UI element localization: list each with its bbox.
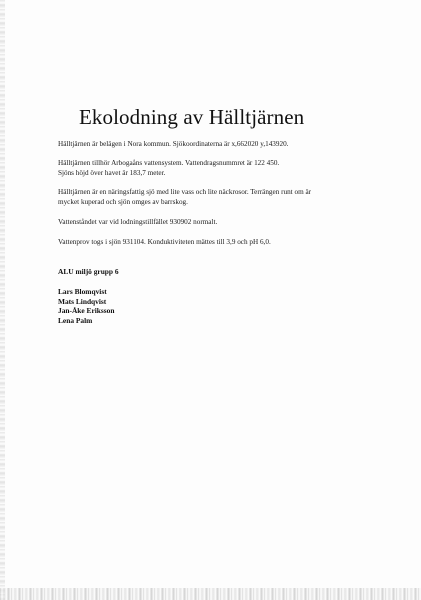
paragraph-line: mycket kuperad och sjön omges av barrskog.	[58, 198, 188, 206]
document-title: Ekolodning av Hälltjärnen	[79, 105, 305, 130]
paragraph-description	[58, 187, 311, 207]
member-name: Jan-Åke Eriksson	[58, 306, 115, 316]
paragraph-line: Hälltjärnen är belägen i Nora kommun. Sjökoordinaterna är x,662020 y,143920.	[58, 140, 289, 148]
paragraph-water-system	[58, 158, 279, 178]
paragraph-water-sample	[58, 237, 271, 247]
member-list	[58, 287, 114, 325]
paragraph-line: Vattenståndet var vid lodningstillfället 930902 normalt.	[58, 218, 218, 226]
member-name: Mats Lindqvist	[58, 296, 107, 306]
paragraph-location	[58, 139, 288, 149]
scan-edge-bottom	[0, 588, 421, 600]
paragraph-line: Sjöns höjd över havet är 183,7 meter.	[58, 169, 166, 177]
member-name: Lars Blomqvist	[58, 287, 107, 296]
scan-edge-left	[0, 0, 5, 600]
member-name: Lena Palm	[58, 315, 93, 325]
paragraph-line: Hälltjärnen är en näringsfattig sjö med lite vass och lite näckrosor. Terrängen runt om är	[58, 188, 312, 196]
paragraph-line: Vattenprov togs i sjön 931104. Konduktiviteten mättes till 3,9 och pH 6,0.	[58, 238, 271, 246]
paragraph-line: Hälltjärnen tillhör Arbogaåns vattensystem. Vattendragsnummret är 122 450.	[58, 159, 280, 167]
group-name: ALU miljö grupp 6	[58, 267, 119, 276]
paragraph-water-level	[58, 217, 217, 227]
